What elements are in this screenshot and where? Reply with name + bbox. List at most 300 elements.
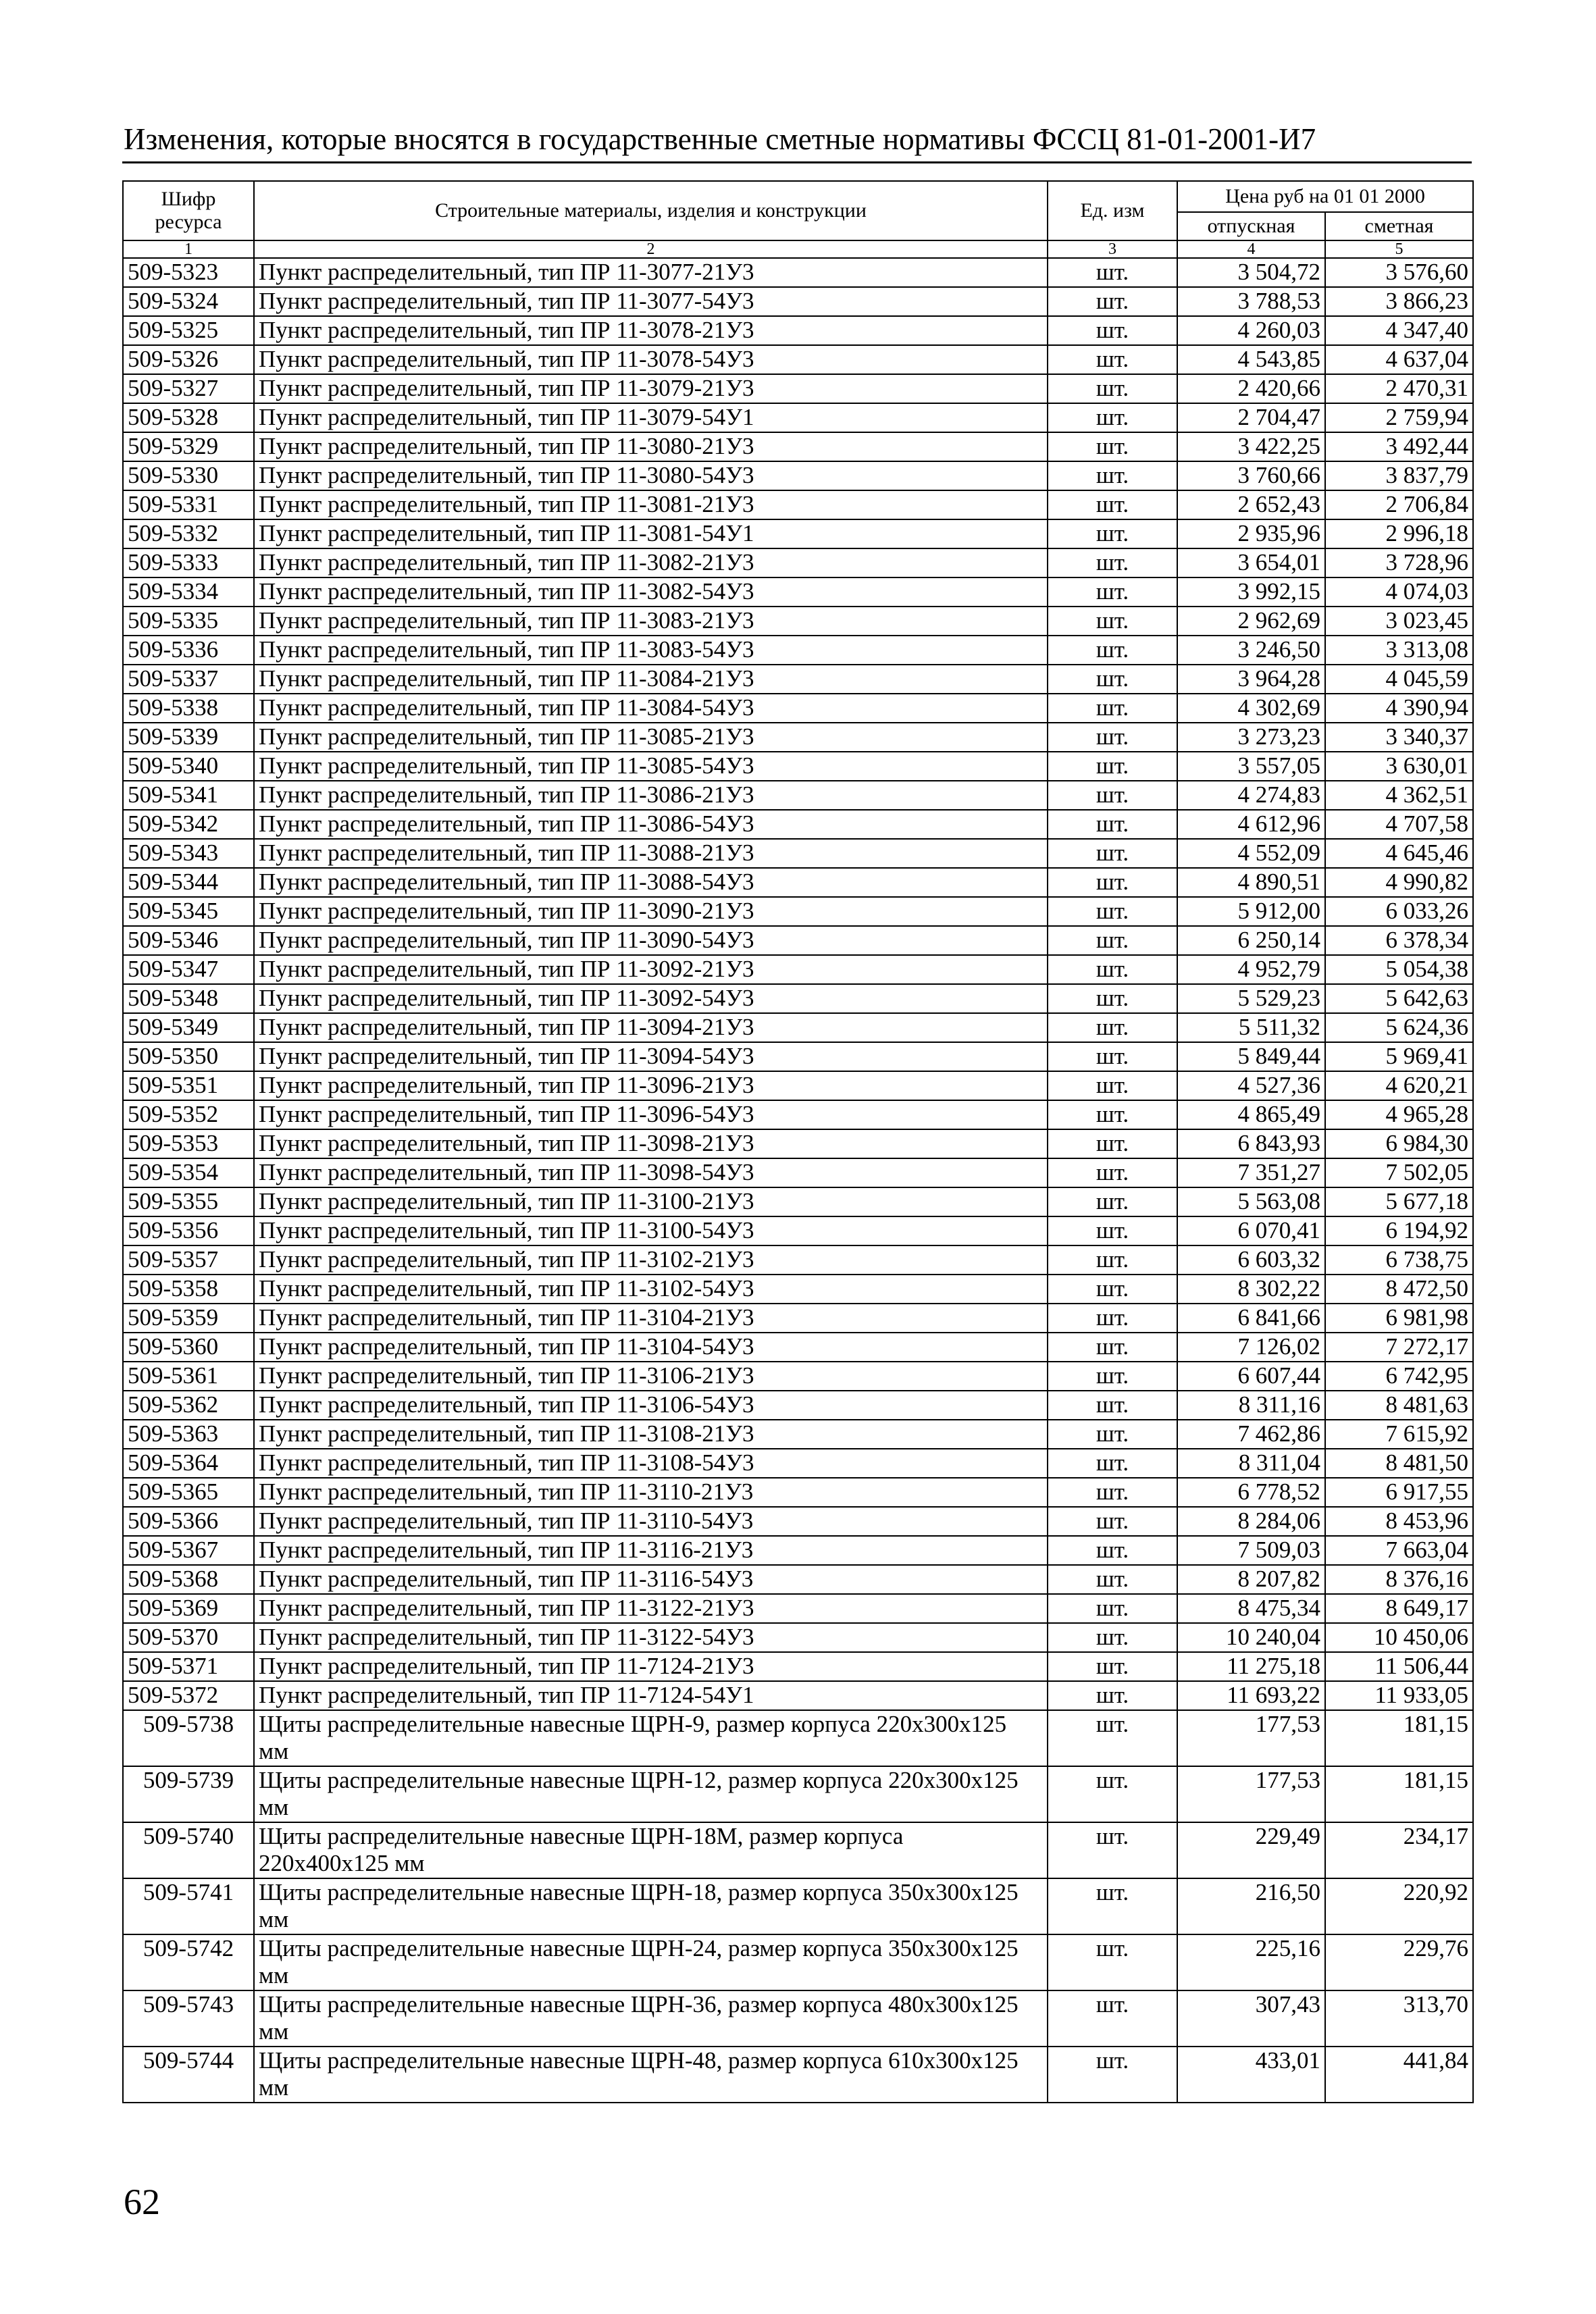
cell-material-name: Пункт распределительный, тип ПР 11-7124-21У3 (254, 1652, 1048, 1681)
cell-material-name: Пункт распределительный, тип ПР 11-3090-54У3 (254, 926, 1048, 955)
cell-estimate-price: 6 984,30 (1325, 1129, 1473, 1158)
cell-material-name: Пункт распределительный, тип ПР 11-3104-54У3 (254, 1333, 1048, 1362)
cell-estimate-price: 3 630,01 (1325, 752, 1473, 781)
cell-estimate-price: 7 502,05 (1325, 1158, 1473, 1187)
cell-estimate-price: 3 492,44 (1325, 432, 1473, 461)
cell-estimate-price: 5 642,63 (1325, 984, 1473, 1013)
cell-release-price: 2 652,43 (1177, 490, 1325, 519)
table-row (123, 1878, 1473, 1934)
cell-estimate-price: 4 390,94 (1325, 694, 1473, 723)
cell-material-name: Пункт распределительный, тип ПР 11-3122-21У3 (254, 1594, 1048, 1623)
col-header-estimate: сметная (1325, 212, 1473, 240)
cell-estimate-price: 4 990,82 (1325, 868, 1473, 897)
cell-estimate-price: 7 272,17 (1325, 1333, 1473, 1362)
cell-release-price: 3 557,05 (1177, 752, 1325, 781)
cell-material-name: Пункт распределительный, тип ПР 11-3104-21У3 (254, 1304, 1048, 1333)
cell-release-price: 3 992,15 (1177, 577, 1325, 607)
cell-material-name: Пункт распределительный, тип ПР 11-3092-21У3 (254, 955, 1048, 984)
cell-estimate-price: 229,76 (1325, 1934, 1473, 1990)
cell-resource-code: 509-5345 (123, 897, 254, 926)
cell-release-price: 4 952,79 (1177, 955, 1325, 984)
cell-material-name: Пункт распределительный, тип ПР 11-3082-21У3 (254, 548, 1048, 577)
cell-material-name: Пункт распределительный, тип ПР 11-3102-21У3 (254, 1245, 1048, 1275)
cell-resource-code: 509-5740 (123, 1822, 254, 1878)
cell-release-price: 2 420,66 (1177, 374, 1325, 403)
cell-estimate-price: 220,92 (1325, 1878, 1473, 1934)
cell-release-price: 4 552,09 (1177, 839, 1325, 868)
cell-material-name: Пункт распределительный, тип ПР 11-3096-21У3 (254, 1071, 1048, 1100)
cell-release-price: 4 543,85 (1177, 345, 1325, 374)
cell-resource-code: 509-5363 (123, 1420, 254, 1449)
cell-resource-code: 509-5739 (123, 1766, 254, 1822)
cell-resource-code: 509-5323 (123, 258, 254, 287)
cell-estimate-price: 5 969,41 (1325, 1042, 1473, 1071)
cell-resource-code: 509-5371 (123, 1652, 254, 1681)
cell-release-price: 2 704,47 (1177, 403, 1325, 432)
table-row (123, 694, 1473, 723)
cell-unit: шт. (1048, 636, 1177, 665)
cell-unit: шт. (1048, 1216, 1177, 1245)
cell-resource-code: 509-5352 (123, 1100, 254, 1129)
cell-estimate-price: 4 074,03 (1325, 577, 1473, 607)
cell-estimate-price: 4 637,04 (1325, 345, 1473, 374)
cell-release-price: 433,01 (1177, 2047, 1325, 2103)
cell-estimate-price: 2 706,84 (1325, 490, 1473, 519)
cell-resource-code: 509-5327 (123, 374, 254, 403)
cell-unit: шт. (1048, 926, 1177, 955)
cell-material-name: Пункт распределительный, тип ПР 11-3085-54У3 (254, 752, 1048, 781)
cell-unit: шт. (1048, 868, 1177, 897)
table-row (123, 519, 1473, 548)
table-row (123, 403, 1473, 432)
cell-unit: шт. (1048, 1245, 1177, 1275)
cell-material-name: Пункт распределительный, тип ПР 11-3088-21У3 (254, 839, 1048, 868)
cell-material-name: Пункт распределительный, тип ПР 11-3116-54У3 (254, 1565, 1048, 1594)
cell-estimate-price: 313,70 (1325, 1990, 1473, 2047)
cell-resource-code: 509-5343 (123, 839, 254, 868)
cell-estimate-price: 11 506,44 (1325, 1652, 1473, 1681)
cell-release-price: 6 841,66 (1177, 1304, 1325, 1333)
cell-unit: шт. (1048, 1187, 1177, 1216)
cell-material-name: Пункт распределительный, тип ПР 11-3084-54У3 (254, 694, 1048, 723)
cell-estimate-price: 8 453,96 (1325, 1507, 1473, 1536)
table-row (123, 490, 1473, 519)
table-row (123, 374, 1473, 403)
table-row (123, 868, 1473, 897)
cell-resource-code: 509-5349 (123, 1013, 254, 1042)
cell-estimate-price: 4 045,59 (1325, 665, 1473, 694)
cell-resource-code: 509-5364 (123, 1449, 254, 1478)
cell-estimate-price: 5 624,36 (1325, 1013, 1473, 1042)
cell-material-name: Пункт распределительный, тип ПР 11-3083-54У3 (254, 636, 1048, 665)
cell-release-price: 8 311,16 (1177, 1391, 1325, 1420)
cell-material-name: Пункт распределительный, тип ПР 11-3100-21У3 (254, 1187, 1048, 1216)
cell-estimate-price: 6 917,55 (1325, 1478, 1473, 1507)
cell-release-price: 5 849,44 (1177, 1042, 1325, 1071)
table-row (123, 1129, 1473, 1158)
cell-estimate-price: 4 645,46 (1325, 839, 1473, 868)
table-row (123, 1100, 1473, 1129)
cell-unit: шт. (1048, 577, 1177, 607)
cell-unit: шт. (1048, 1710, 1177, 1766)
cell-release-price: 7 509,03 (1177, 1536, 1325, 1565)
table-row (123, 839, 1473, 868)
cell-material-name: Пункт распределительный, тип ПР 11-3098-21У3 (254, 1129, 1048, 1158)
table-row (123, 607, 1473, 636)
cell-resource-code: 509-5742 (123, 1934, 254, 1990)
table-row (123, 1934, 1473, 1990)
cell-release-price: 3 422,25 (1177, 432, 1325, 461)
cell-estimate-price: 8 481,50 (1325, 1449, 1473, 1478)
cell-release-price: 4 865,49 (1177, 1100, 1325, 1129)
cell-resource-code: 509-5326 (123, 345, 254, 374)
cell-unit: шт. (1048, 781, 1177, 810)
cell-estimate-price: 2 470,31 (1325, 374, 1473, 403)
cell-release-price: 216,50 (1177, 1878, 1325, 1934)
table-row (123, 1333, 1473, 1362)
table-row (123, 723, 1473, 752)
cell-estimate-price: 181,15 (1325, 1710, 1473, 1766)
cell-release-price: 3 964,28 (1177, 665, 1325, 694)
cell-material-name: Щиты распределительные навесные ЩРН-18, размер корпуса 350х300х125 мм (254, 1878, 1048, 1934)
table-row (123, 1187, 1473, 1216)
cell-release-price: 177,53 (1177, 1710, 1325, 1766)
cell-resource-code: 509-5351 (123, 1071, 254, 1100)
cell-release-price: 7 126,02 (1177, 1333, 1325, 1362)
cell-estimate-price: 11 933,05 (1325, 1681, 1473, 1710)
cell-material-name: Пункт распределительный, тип ПР 11-3106-21У3 (254, 1362, 1048, 1391)
cell-resource-code: 509-5741 (123, 1878, 254, 1934)
col-number-5: 5 (1325, 240, 1473, 258)
cell-material-name: Пункт распределительный, тип ПР 11-3081-21У3 (254, 490, 1048, 519)
cell-material-name: Пункт распределительный, тип ПР 11-3110-21У3 (254, 1478, 1048, 1507)
table-row (123, 1536, 1473, 1565)
cell-unit: шт. (1048, 752, 1177, 781)
cell-resource-code: 509-5347 (123, 955, 254, 984)
table-row (123, 1013, 1473, 1042)
table-row (123, 258, 1473, 287)
cell-resource-code: 509-5339 (123, 723, 254, 752)
cell-unit: шт. (1048, 403, 1177, 432)
cell-material-name: Пункт распределительный, тип ПР 11-7124-54У1 (254, 1681, 1048, 1710)
cell-estimate-price: 441,84 (1325, 2047, 1473, 2103)
table-row (123, 1042, 1473, 1071)
cell-material-name: Пункт распределительный, тип ПР 11-3106-54У3 (254, 1391, 1048, 1420)
cell-material-name: Пункт распределительный, тип ПР 11-3082-54У3 (254, 577, 1048, 607)
cell-material-name: Пункт распределительный, тип ПР 11-3079-54У1 (254, 403, 1048, 432)
cell-release-price: 7 462,86 (1177, 1420, 1325, 1449)
table-row (123, 926, 1473, 955)
cell-estimate-price: 6 738,75 (1325, 1245, 1473, 1275)
cell-release-price: 5 563,08 (1177, 1187, 1325, 1216)
cell-release-price: 4 302,69 (1177, 694, 1325, 723)
cell-unit: шт. (1048, 1013, 1177, 1042)
table-row (123, 1822, 1473, 1878)
table-row (123, 1990, 1473, 2047)
cell-material-name: Щиты распределительные навесные ЩРН-9, размер корпуса 220х300х125 мм (254, 1710, 1048, 1766)
cell-resource-code: 509-5341 (123, 781, 254, 810)
cell-estimate-price: 3 837,79 (1325, 461, 1473, 490)
cell-release-price: 3 504,72 (1177, 258, 1325, 287)
cell-release-price: 4 890,51 (1177, 868, 1325, 897)
cell-unit: шт. (1048, 1766, 1177, 1822)
cell-material-name: Пункт распределительный, тип ПР 11-3122-54У3 (254, 1623, 1048, 1652)
cell-resource-code: 509-5356 (123, 1216, 254, 1245)
cell-estimate-price: 3 340,37 (1325, 723, 1473, 752)
cell-material-name: Пункт распределительный, тип ПР 11-3080-21У3 (254, 432, 1048, 461)
cell-unit: шт. (1048, 287, 1177, 316)
cell-material-name: Пункт распределительный, тип ПР 11-3085-21У3 (254, 723, 1048, 752)
cell-unit: шт. (1048, 1623, 1177, 1652)
cell-estimate-price: 4 965,28 (1325, 1100, 1473, 1129)
cell-resource-code: 509-5325 (123, 316, 254, 345)
table-row (123, 2047, 1473, 2103)
cell-material-name: Пункт распределительный, тип ПР 11-3079-21У3 (254, 374, 1048, 403)
cell-release-price: 225,16 (1177, 1934, 1325, 1990)
col-header-code: Шифр ресурса (123, 181, 254, 240)
cell-resource-code: 509-5359 (123, 1304, 254, 1333)
cell-release-price: 3 246,50 (1177, 636, 1325, 665)
cell-resource-code: 509-5362 (123, 1391, 254, 1420)
cell-unit: шт. (1048, 1565, 1177, 1594)
cell-resource-code: 509-5366 (123, 1507, 254, 1536)
cell-resource-code: 509-5353 (123, 1129, 254, 1158)
cell-release-price: 5 511,32 (1177, 1013, 1325, 1042)
cell-material-name: Щиты распределительные навесные ЩРН-18М, размер корпуса 220х400х125 мм (254, 1822, 1048, 1878)
cell-release-price: 4 527,36 (1177, 1071, 1325, 1100)
cell-material-name: Пункт распределительный, тип ПР 11-3086-54У3 (254, 810, 1048, 839)
cell-release-price: 3 654,01 (1177, 548, 1325, 577)
table-row (123, 1245, 1473, 1275)
cell-unit: шт. (1048, 1681, 1177, 1710)
cell-unit: шт. (1048, 665, 1177, 694)
cell-release-price: 6 843,93 (1177, 1129, 1325, 1158)
col-number-4: 4 (1177, 240, 1325, 258)
cell-material-name: Пункт распределительный, тип ПР 11-3081-54У1 (254, 519, 1048, 548)
table-row (123, 1275, 1473, 1304)
cell-release-price: 229,49 (1177, 1822, 1325, 1878)
cell-estimate-price: 181,15 (1325, 1766, 1473, 1822)
cell-resource-code: 509-5329 (123, 432, 254, 461)
cell-release-price: 4 274,83 (1177, 781, 1325, 810)
cell-estimate-price: 8 649,17 (1325, 1594, 1473, 1623)
cell-resource-code: 509-5360 (123, 1333, 254, 1362)
cell-unit: шт. (1048, 461, 1177, 490)
cell-resource-code: 509-5330 (123, 461, 254, 490)
cell-unit: шт. (1048, 1822, 1177, 1878)
cell-material-name: Пункт распределительный, тип ПР 11-3116-21У3 (254, 1536, 1048, 1565)
cell-estimate-price: 234,17 (1325, 1822, 1473, 1878)
cell-material-name: Пункт распределительный, тип ПР 11-3102-54У3 (254, 1275, 1048, 1304)
cell-estimate-price: 7 615,92 (1325, 1420, 1473, 1449)
table-row (123, 1565, 1473, 1594)
cell-resource-code: 509-5340 (123, 752, 254, 781)
cell-estimate-price: 3 728,96 (1325, 548, 1473, 577)
col-header-unit: Ед. изм (1048, 181, 1177, 240)
table-row (123, 1652, 1473, 1681)
cell-release-price: 3 760,66 (1177, 461, 1325, 490)
cell-estimate-price: 4 620,21 (1325, 1071, 1473, 1100)
cell-unit: шт. (1048, 1304, 1177, 1333)
table-row (123, 316, 1473, 345)
cell-unit: шт. (1048, 839, 1177, 868)
cell-material-name: Щиты распределительные навесные ЩРН-48, размер корпуса 610х300х125 мм (254, 2047, 1048, 2103)
cell-resource-code: 509-5370 (123, 1623, 254, 1652)
table-row (123, 1391, 1473, 1420)
cell-resource-code: 509-5738 (123, 1710, 254, 1766)
cell-resource-code: 509-5744 (123, 2047, 254, 2103)
cell-estimate-price: 6 194,92 (1325, 1216, 1473, 1245)
cell-resource-code: 509-5333 (123, 548, 254, 577)
table-row (123, 1507, 1473, 1536)
cell-estimate-price: 10 450,06 (1325, 1623, 1473, 1652)
cell-unit: шт. (1048, 1594, 1177, 1623)
cell-unit: шт. (1048, 432, 1177, 461)
cell-estimate-price: 8 376,16 (1325, 1565, 1473, 1594)
cell-resource-code: 509-5344 (123, 868, 254, 897)
cell-unit: шт. (1048, 1878, 1177, 1934)
cell-estimate-price: 4 347,40 (1325, 316, 1473, 345)
cell-material-name: Пункт распределительный, тип ПР 11-3078-54У3 (254, 345, 1048, 374)
cell-release-price: 177,53 (1177, 1766, 1325, 1822)
cell-release-price: 4 260,03 (1177, 316, 1325, 345)
cell-unit: шт. (1048, 1652, 1177, 1681)
cell-unit: шт. (1048, 258, 1177, 287)
cell-material-name: Пункт распределительный, тип ПР 11-3084-21У3 (254, 665, 1048, 694)
page-title: Изменения, которые вносятся в государственные сметные нормативы ФССЦ 81-01-2001-И7 (124, 122, 1316, 156)
cell-unit: шт. (1048, 1275, 1177, 1304)
cell-unit: шт. (1048, 810, 1177, 839)
cell-resource-code: 509-5324 (123, 287, 254, 316)
table-row (123, 1216, 1473, 1245)
table-row (123, 1594, 1473, 1623)
cell-unit: шт. (1048, 1536, 1177, 1565)
cell-release-price: 4 612,96 (1177, 810, 1325, 839)
col-header-price: Цена руб на 01 01 2000 (1177, 181, 1473, 212)
table-row (123, 1071, 1473, 1100)
table-row (123, 1766, 1473, 1822)
table-row (123, 636, 1473, 665)
cell-resource-code: 509-5328 (123, 403, 254, 432)
table-row (123, 984, 1473, 1013)
cell-unit: шт. (1048, 2047, 1177, 2103)
cell-resource-code: 509-5331 (123, 490, 254, 519)
cell-release-price: 11 275,18 (1177, 1652, 1325, 1681)
cell-unit: шт. (1048, 548, 1177, 577)
cell-release-price: 8 302,22 (1177, 1275, 1325, 1304)
cell-resource-code: 509-5346 (123, 926, 254, 955)
cell-release-price: 8 475,34 (1177, 1594, 1325, 1623)
cell-release-price: 6 070,41 (1177, 1216, 1325, 1245)
cell-material-name: Щиты распределительные навесные ЩРН-24, размер корпуса 350х300х125 мм (254, 1934, 1048, 1990)
cell-release-price: 8 207,82 (1177, 1565, 1325, 1594)
cell-resource-code: 509-5358 (123, 1275, 254, 1304)
cell-resource-code: 509-5350 (123, 1042, 254, 1071)
cell-estimate-price: 4 362,51 (1325, 781, 1473, 810)
cell-unit: шт. (1048, 1507, 1177, 1536)
table-row (123, 1362, 1473, 1391)
cell-unit: шт. (1048, 1071, 1177, 1100)
page-number: 62 (124, 2182, 160, 2222)
cell-release-price: 5 529,23 (1177, 984, 1325, 1013)
cell-unit: шт. (1048, 694, 1177, 723)
cell-resource-code: 509-5338 (123, 694, 254, 723)
cell-unit: шт. (1048, 1449, 1177, 1478)
cell-estimate-price: 6 742,95 (1325, 1362, 1473, 1391)
cell-release-price: 2 962,69 (1177, 607, 1325, 636)
cell-material-name: Пункт распределительный, тип ПР 11-3094-21У3 (254, 1013, 1048, 1042)
cell-resource-code: 509-5348 (123, 984, 254, 1013)
cell-unit: шт. (1048, 374, 1177, 403)
cell-material-name: Пункт распределительный, тип ПР 11-3080-54У3 (254, 461, 1048, 490)
cell-resource-code: 509-5355 (123, 1187, 254, 1216)
table-row (123, 665, 1473, 694)
cell-resource-code: 509-5334 (123, 577, 254, 607)
cell-estimate-price: 4 707,58 (1325, 810, 1473, 839)
col-number-3: 3 (1048, 240, 1177, 258)
col-header-release: отпускная (1177, 212, 1325, 240)
header-divider (122, 161, 1472, 163)
cell-material-name: Пункт распределительный, тип ПР 11-3092-54У3 (254, 984, 1048, 1013)
cell-unit: шт. (1048, 723, 1177, 752)
cell-release-price: 3 788,53 (1177, 287, 1325, 316)
cell-unit: шт. (1048, 1100, 1177, 1129)
cell-release-price: 6 607,44 (1177, 1362, 1325, 1391)
cell-estimate-price: 2 996,18 (1325, 519, 1473, 548)
cell-estimate-price: 3 313,08 (1325, 636, 1473, 665)
cell-unit: шт. (1048, 897, 1177, 926)
cell-unit: шт. (1048, 490, 1177, 519)
col-header-name: Строительные материалы, изделия и конструкции (254, 181, 1048, 240)
cell-unit: шт. (1048, 1990, 1177, 2047)
cell-resource-code: 509-5743 (123, 1990, 254, 2047)
cell-resource-code: 509-5361 (123, 1362, 254, 1391)
cell-resource-code: 509-5357 (123, 1245, 254, 1275)
table-row (123, 432, 1473, 461)
cell-unit: шт. (1048, 1158, 1177, 1187)
cell-material-name: Пункт распределительный, тип ПР 11-3078-21У3 (254, 316, 1048, 345)
cell-resource-code: 509-5337 (123, 665, 254, 694)
cell-unit: шт. (1048, 1333, 1177, 1362)
cell-estimate-price: 6 378,34 (1325, 926, 1473, 955)
table-row (123, 345, 1473, 374)
cell-estimate-price: 3 576,60 (1325, 258, 1473, 287)
cell-unit: шт. (1048, 1391, 1177, 1420)
cell-resource-code: 509-5369 (123, 1594, 254, 1623)
cell-material-name: Щиты распределительные навесные ЩРН-36, размер корпуса 480х300х125 мм (254, 1990, 1048, 2047)
cell-material-name: Пункт распределительный, тип ПР 11-3108-21У3 (254, 1420, 1048, 1449)
cell-material-name: Пункт распределительный, тип ПР 11-3083-21У3 (254, 607, 1048, 636)
cell-release-price: 307,43 (1177, 1990, 1325, 2047)
cell-estimate-price: 8 472,50 (1325, 1275, 1473, 1304)
table-row (123, 461, 1473, 490)
cell-release-price: 2 935,96 (1177, 519, 1325, 548)
cell-unit: шт. (1048, 345, 1177, 374)
cell-release-price: 6 778,52 (1177, 1478, 1325, 1507)
cell-estimate-price: 3 866,23 (1325, 287, 1473, 316)
cell-unit: шт. (1048, 1042, 1177, 1071)
table-row (123, 1681, 1473, 1710)
cell-release-price: 10 240,04 (1177, 1623, 1325, 1652)
cell-estimate-price: 2 759,94 (1325, 403, 1473, 432)
table-row (123, 955, 1473, 984)
cell-estimate-price: 6 981,98 (1325, 1304, 1473, 1333)
cell-unit: шт. (1048, 1934, 1177, 1990)
cell-material-name: Пункт распределительный, тип ПР 11-3098-54У3 (254, 1158, 1048, 1187)
cell-release-price: 3 273,23 (1177, 723, 1325, 752)
cell-unit: шт. (1048, 984, 1177, 1013)
table-row (123, 1623, 1473, 1652)
